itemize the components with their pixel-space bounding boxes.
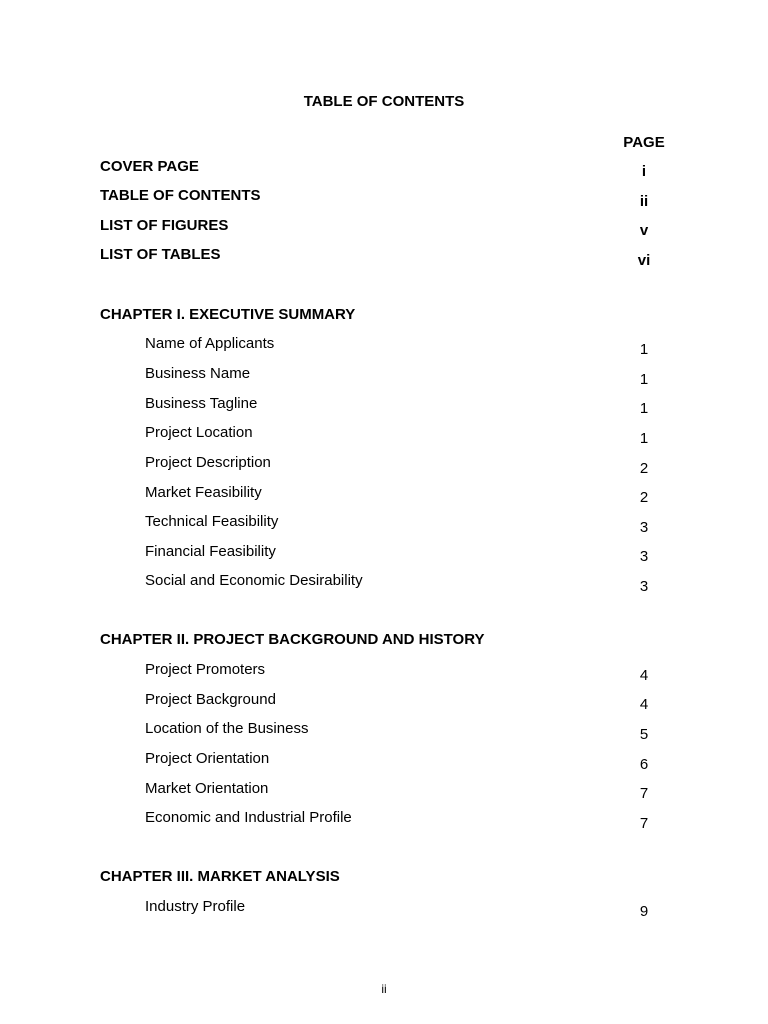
toc-entry: Market Feasibility: [145, 484, 262, 501]
toc-entry-table-of-contents: TABLE OF CONTENTS: [100, 187, 261, 204]
toc-page-number: 1: [639, 341, 649, 358]
toc-page-list-of-tables: vi: [637, 252, 651, 269]
toc-entry: Name of Applicants: [145, 335, 275, 352]
page-title: TABLE OF CONTENTS: [303, 93, 465, 110]
toc-page-table-of-contents: ii: [639, 193, 649, 210]
toc-entry: Location of the Business: [145, 720, 309, 737]
toc-page-number: 3: [639, 548, 649, 565]
toc-page-number: 3: [639, 519, 649, 536]
toc-entry: Business Tagline: [145, 395, 258, 412]
toc-entry: Technical Feasibility: [145, 513, 279, 530]
chapter-heading: CHAPTER II. PROJECT BACKGROUND AND HISTORY: [100, 631, 485, 648]
toc-page-number: 1: [639, 430, 649, 447]
toc-entry: Financial Feasibility: [145, 543, 276, 560]
toc-entry: Industry Profile: [145, 898, 246, 915]
toc-entry-cover-page: COVER PAGE: [100, 158, 199, 175]
toc-entry: Project Location: [145, 424, 253, 441]
toc-page-number: 7: [639, 785, 649, 802]
toc-entry: Economic and Industrial Profile: [145, 809, 352, 826]
toc-page-number: 2: [639, 489, 649, 506]
toc-entry-list-of-tables: LIST OF TABLES: [100, 246, 221, 263]
toc-entry: Project Promoters: [145, 661, 266, 678]
chapter-heading: CHAPTER III. MARKET ANALYSIS: [100, 868, 340, 885]
page-column-header: PAGE: [623, 134, 665, 151]
toc-entry: Project Background: [145, 691, 276, 708]
toc-entry: Market Orientation: [145, 780, 269, 797]
toc-page-number: 6: [639, 756, 649, 773]
toc-entry: Business Name: [145, 365, 251, 382]
toc-page-number: 9: [639, 903, 649, 920]
toc-page-number: 1: [639, 400, 649, 417]
toc-page-number: 4: [639, 667, 649, 684]
toc-entry: Social and Economic Desirability: [145, 572, 363, 589]
toc-page-number: 4: [639, 696, 649, 713]
chapter-heading: CHAPTER I. EXECUTIVE SUMMARY: [100, 306, 356, 323]
toc-entry: Project Orientation: [145, 750, 270, 767]
toc-entry-list-of-figures: LIST OF FIGURES: [100, 217, 229, 234]
toc-entry: Project Description: [145, 454, 271, 471]
toc-page-number: 7: [639, 815, 649, 832]
toc-page-list-of-figures: v: [639, 222, 649, 239]
toc-page-cover-page: i: [641, 163, 647, 180]
toc-page-number: 2: [639, 460, 649, 477]
toc-page-number: 5: [639, 726, 649, 743]
footer-page-number: ii: [381, 982, 387, 996]
toc-page-number: 3: [639, 578, 649, 595]
toc-page-number: 1: [639, 371, 649, 388]
